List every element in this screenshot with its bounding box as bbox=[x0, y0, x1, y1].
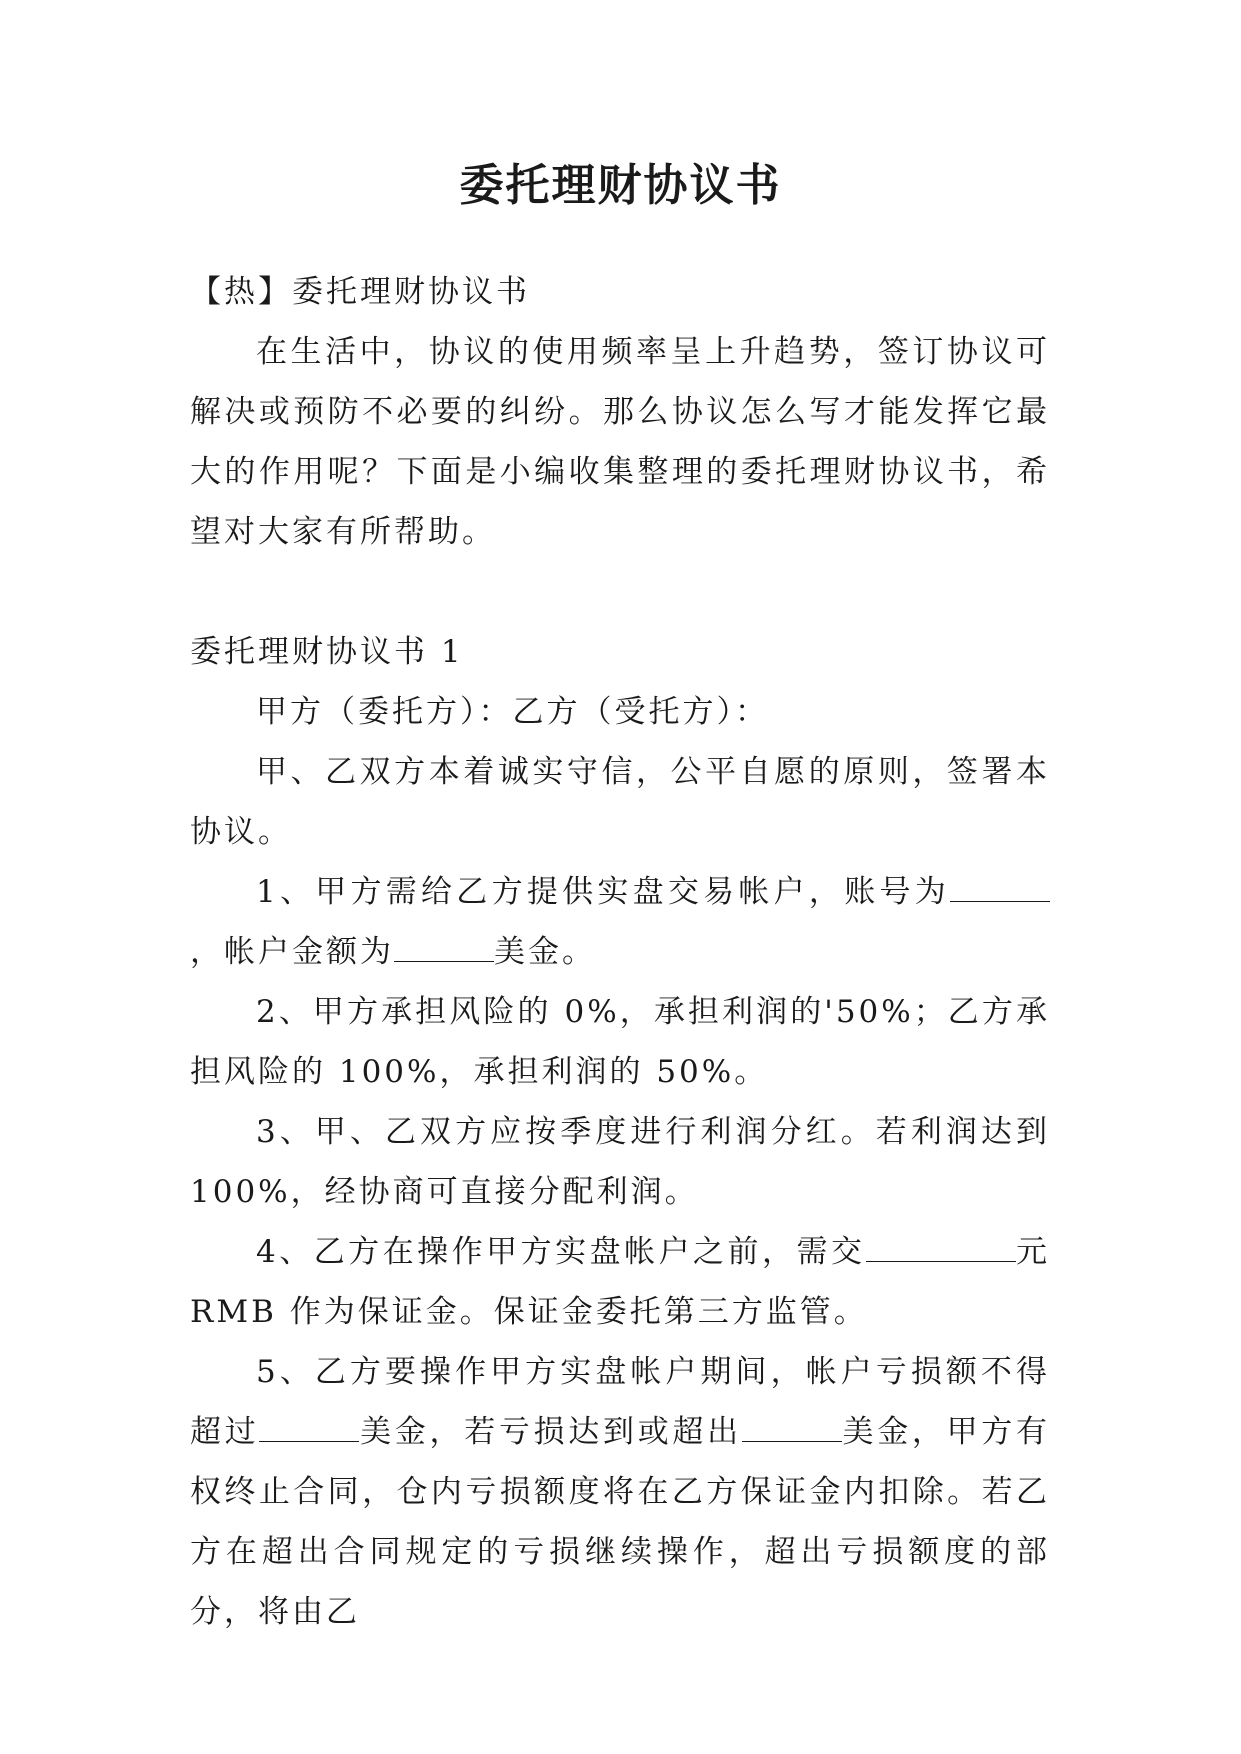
clause-1-text-b: ，帐户金额为 bbox=[190, 934, 394, 970]
account-amount-blank[interactable] bbox=[394, 931, 494, 962]
document-title: 委托理财协议书 bbox=[459, 160, 782, 211]
clause-5-text-a: 5、乙方要操作甲方实盘帐户期间，帐户亏损额不得超过 bbox=[190, 1354, 1050, 1450]
clause-5 bbox=[190, 1342, 1050, 1642]
deposit-amount-blank[interactable] bbox=[866, 1231, 1016, 1262]
clause-4 bbox=[190, 1222, 1050, 1342]
clause-3: 3、甲、乙双方应按季度进行利润分红。若利润达到 100%，经协商可直接分配利润。 bbox=[190, 1114, 1050, 1210]
clause-2: 2、甲方承担风险的 0%，承担利润的'50%；乙方承担风险的 100%，承担利润的 50%。 bbox=[190, 994, 1050, 1090]
preamble-paragraph: 甲、乙双方本着诚实守信，公平自愿的原则，签署本协议。 bbox=[190, 754, 1050, 850]
account-number-blank[interactable] bbox=[950, 871, 1050, 902]
header-line: 【热】委托理财协议书 bbox=[190, 274, 530, 310]
clause-1-text-a: 1、甲方需给乙方提供实盘交易帐户，账号为 bbox=[256, 874, 950, 910]
loss-threshold-blank[interactable] bbox=[742, 1411, 842, 1442]
document-body bbox=[190, 262, 1050, 1642]
loss-limit-blank[interactable] bbox=[259, 1411, 359, 1442]
parties-line: 甲方（委托方）：乙方（受托方）： bbox=[256, 694, 769, 730]
clause-5-text-c: 美金，甲方有权终止合同，仓内亏损额度将在乙方保证金内扣除。若乙方在超出合同规定的亏损继续操作，超出亏损额度的部分，将由乙 bbox=[190, 1414, 1051, 1630]
section-title: 委托理财协议书 1 bbox=[190, 634, 464, 670]
clause-1 bbox=[190, 862, 1050, 982]
spacer bbox=[190, 562, 1050, 622]
clause-5-text-b: 美金，若亏损达到或超出 bbox=[359, 1414, 742, 1450]
clause-1-text-c: 美金。 bbox=[494, 934, 596, 970]
clause-4-text-a: 4、乙方在操作甲方实盘帐户之前，需交 bbox=[256, 1234, 866, 1270]
clause-4-text-b: 元 RMB 作为保证金。保证金委托第三方监管。 bbox=[190, 1234, 1050, 1330]
intro-paragraph: 在生活中，协议的使用频率呈上升趋势，签订协议可解决或预防不必要的纠纷。那么协议怎么写才能发挥它最大的作用呢？下面是小编收集整理的委托理财协议书，希望对大家有所帮助。 bbox=[190, 334, 1050, 550]
